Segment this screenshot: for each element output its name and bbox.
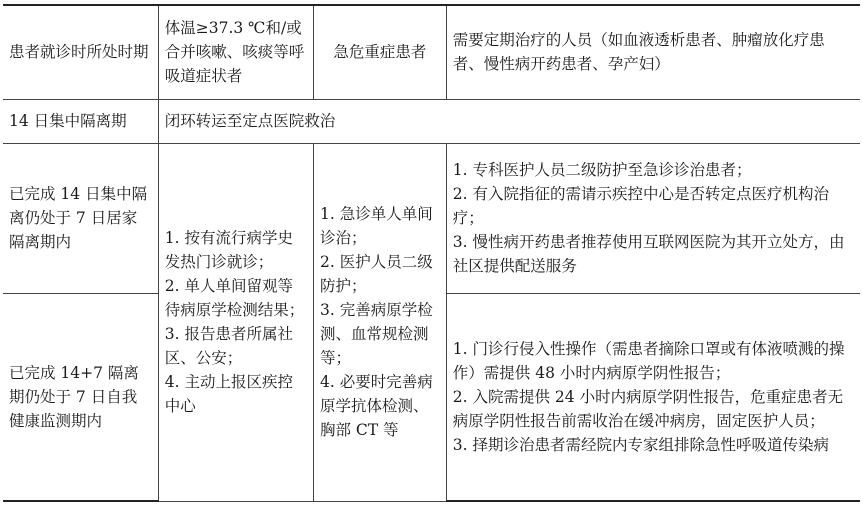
self-monitoring-period: 已完成 14+7 隔离期仍处于 7 日自我健康监测期内 xyxy=(3,293,158,501)
critical-measures xyxy=(314,143,447,501)
fever-measures xyxy=(158,143,313,501)
guidance-table xyxy=(3,4,860,502)
fever-measure-item: 3. 报告患者所属社区、公安； xyxy=(164,325,293,367)
regular-measure-item: 1. 门诊行侵入性操作（需患者摘除口罩或有体液喷溅的操作）需提供 48 小时内病原学阴性报告； xyxy=(452,339,845,382)
regular-measure-item: 3. 慢性病开药患者推荐使用互联网医院为其开立处方，由社区提供配送服务 xyxy=(452,233,845,275)
critical-measure-item: 3. 完善病原学检测、血常规检测等； xyxy=(320,301,433,367)
regular-measure-item: 2. 有入院指征的需请示疾控中心是否转定点医疗机构治疗； xyxy=(452,185,829,227)
home-isolation-regular xyxy=(446,143,860,293)
header-period: 患者就诊时所处时期 xyxy=(3,5,158,99)
critical-measure-item: 1. 急诊单人单间诊治； xyxy=(320,205,433,247)
critical-measure-item: 4. 必要时完善病原学抗体检测、胸部 CT 等 xyxy=(320,373,433,439)
header-fever: 体温≥37.3 ℃和/或合并咳嗽、咳痰等呼吸道症状者 xyxy=(158,5,313,99)
home-isolation-row xyxy=(3,143,860,293)
home-isolation-period: 已完成 14 日集中隔离仍处于 7 日居家隔离期内 xyxy=(3,143,158,293)
header-regular-treatment: 需要定期治疗的人员（如血液透析患者、肿瘤放化疗患者、慢性病开药患者、孕产妇） xyxy=(446,5,860,99)
regular-measure-item: 2. 入院需提供 24 小时内病原学阴性报告，危重症患者无病原学阴性报告前需收治在缓冲病房，固定医护人员； xyxy=(452,387,844,430)
centralized-isolation-row xyxy=(3,99,860,143)
centralized-action: 闭环转运至定点医院救治 xyxy=(158,99,860,143)
regular-measure-item: 3. 择期诊治患者需经院内专家组排除急性呼吸道传染病 xyxy=(452,435,829,454)
self-monitoring-regular xyxy=(446,293,860,501)
regular-measure-item: 1. 专科医护人员二级防护至急诊诊治患者； xyxy=(452,161,752,179)
header-critical: 急危重症患者 xyxy=(314,5,447,99)
centralized-period: 14 日集中隔离期 xyxy=(3,99,158,143)
critical-measure-item: 2. 医护人员二级防护； xyxy=(320,253,433,295)
fever-measure-item: 2. 单人单间留观等待病原学检测结果； xyxy=(164,277,305,319)
fever-measure-item: 1. 按有流行病学史发热门诊就诊； xyxy=(164,229,293,271)
header-row xyxy=(3,5,860,99)
fever-measure-item: 4. 主动上报区疾控中心 xyxy=(164,373,293,415)
